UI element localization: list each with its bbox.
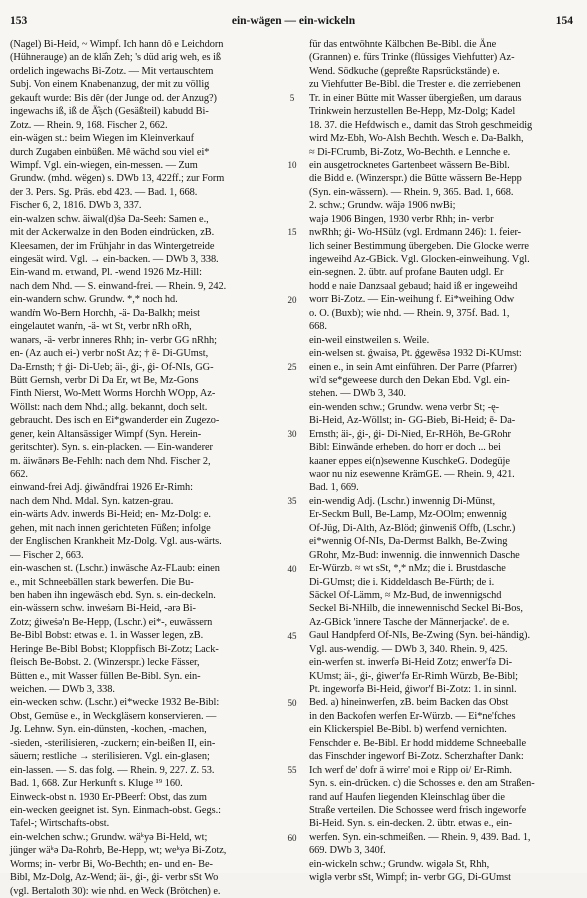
line-number: 55 — [287, 765, 297, 776]
text-line: 668. — [309, 321, 327, 333]
text-line: 2. schw.; Grundw. wäjə 1906 nwBi; — [309, 200, 456, 212]
text-line: mit der Ackerwalze in den Boden eindrücken, zB. — [10, 227, 215, 239]
text-line: ein-werfen st. inwerfə Bi-Heid Zotz; enwer'fə Di- — [309, 657, 513, 669]
text-line: 669. DWb 3, 340f. — [309, 845, 386, 857]
page-number-right: 154 — [555, 15, 573, 27]
text-line: worr Bi-Zotz. — Ein-weihung f. Ei*weihing Odw — [309, 294, 515, 306]
text-line: wiglə verbr sSt, Wimpf; in- verbr GG, Di-GUmst — [309, 872, 511, 884]
text-line: Ernsth; äi-, ǵi-, ǵi- Di-Nied, Er-RHöh, Be-GRohr — [309, 428, 511, 440]
text-line: ein-weil einstweilen s. Weile. — [309, 334, 430, 346]
text-line: o. O. (Buxb); wie nhd. — Rhein. 9, 375f. Bad. 1, — [309, 307, 510, 319]
text-line: Finth Nierst, Wo-Mett Worms Horchh WOpp, Az- — [10, 388, 216, 400]
text-line: einwand-frei Adj. ǵiwāndfrai 1926 Er-Rimh: — [10, 482, 193, 494]
text-line: (Hühneraugе) an de klä̂n Zeh; 's düd arig weh, es iß — [10, 52, 222, 64]
line-number: 30 — [287, 429, 297, 440]
text-line: Bed. a) hineinwerfen, zB. beim Backen das Obst — [309, 697, 509, 709]
line-number: 50 — [287, 698, 297, 709]
text-line: ein-wägen st.: beim Wiegen im Kleinverkauf — [10, 133, 194, 145]
text-line: Trinkwein herzustellen Be-Hepp, Mz-Dolg; Kadel — [309, 106, 516, 118]
text-line: nach dem Nhd. Mdal. Syn. katzen-grau. — [10, 495, 174, 507]
text-line: in den Backofen werfen Er-Würzb. — Ei*ne'fches — [309, 710, 516, 722]
text-line: Zotz; ǵiweṡə'n Be-Hepp, (Lschr.) ei*-, euwässern — [10, 616, 213, 628]
text-line: Ich werf de' dofr ä wirre' moi e Ripp oi/ Er-Rimh. — [309, 764, 512, 776]
text-line: werfen. Syn. ein-schmeißen. — Rhein. 9, 439. Bad. 1, — [309, 831, 531, 843]
text-line: ingewachs iß, iß de Ä̂ṣch (Gesäßteil) kabudd Bi- — [10, 106, 209, 118]
text-line: gebraucht. Des isch en Ei*gwanderder ein Zugezo- — [10, 415, 220, 427]
text-line: (Grannen) e. fürs Trinke (flüssiges Viehfutter) Az- — [309, 52, 515, 64]
text-line: ein-wenden schw.; Grundw. wenə verbr St; -ę- — [309, 401, 500, 413]
running-title: ein-wägen — ein-wickeln — [231, 15, 356, 27]
text-line: ein-lassen. — S. das folg. — Rhein. 9, 227. Z. 53. — [10, 764, 215, 776]
text-line: -sieden, -sterilisieren, -zuckern; ein-beißen II, ein- — [10, 737, 216, 749]
text-line: Heringe Be-Bibl Bobst; Kloppfisch Bi-Zotz; Lack- — [10, 643, 219, 655]
text-line: Di-GUmst; die i. Kiddeldasch Be-Fürth; de i. — [309, 576, 495, 588]
text-line: (Syn. ein-wässern). — Rhein. 9, 365. Bad. 1, 668. — [309, 186, 514, 198]
text-line: durch Zugaben einbüßen. Mê wächd sou viel ei* — [10, 146, 210, 158]
text-line: lich seiner Bestimmung übergeben. Die Glocke werre — [309, 240, 529, 252]
text-line: Ein-wand m. eτwand, Pl. -wend 1926 Mz-Hill: — [10, 267, 202, 279]
text-line: hodd e naie Danzsaal gebaud; haid iß er ingeweihd — [309, 280, 518, 292]
text-line: ≈ Di-FCrumb, Bi-Zotz, Wo-Bechth. e Lennche e. — [309, 146, 511, 158]
text-line: Da-Ernsth; † ǵi- Di-Ueb; äi-, ǵi-, ǵi- Of-NIs, GG- — [10, 361, 214, 373]
text-line: Bad. 1, 669. — [309, 482, 359, 494]
text-line: Tr. in einer Bütte mit Wasser übergießen, um daraus — [309, 92, 522, 104]
text-line: Obst, Gemüse e., in Weckgläsern konservieren. — — [10, 710, 217, 722]
line-number: 45 — [287, 630, 297, 641]
text-line: ein-wässern schw. inweṡərn Bi-Heid, -ərə Bi- — [10, 603, 196, 615]
text-line: Säckel Of-Lämm, ≈ Mz-Bud, de inwennigschd — [309, 589, 502, 601]
text-line: KUmst; äi-, ǵi-, ǵiwer'fə Er-Rimh Würzb, Be-Bibl; — [309, 670, 519, 682]
text-line: ben haben ihn ingewäsch ebd. Syn. s. ein-deckeln. — [10, 589, 216, 601]
text-line: stehen. — DWb 3, 340. — [309, 388, 406, 400]
text-line: ein-wandern schw. Grundw. *,* noch hd. — [10, 294, 178, 306]
text-line: Jg. Lehnw. Syn. ein-dünsten, -kochen, -machen, — [10, 724, 207, 736]
line-number: 40 — [287, 563, 297, 574]
text-line: ein-wendig Adj. (Lschr.) inwennig Di-Münst, — [309, 495, 496, 507]
line-number: 20 — [287, 294, 297, 305]
text-line: fleisch Be-Bobst. 2. (Winzerspr.) lecke Fässer, — [10, 657, 200, 669]
text-line: Wend. Södkuche (gepreßte Rapsrückstände) e. — [309, 65, 500, 77]
text-line: zu Viehfutter Be-Bibl. die Trester e. die zerriebenen — [309, 79, 521, 91]
text-line: gehen, mit nach innen gerichteten Füßen; infolge — [10, 522, 211, 534]
text-line: Fischer 6, 2, 1816. DWb 3, 337. — [10, 200, 142, 212]
text-line: eingelautet wanṙn, -ä- wt St, verbr nRh oRh, — [10, 321, 192, 333]
text-line: Of-Jüg, Di-Alth, Az-Blöd; ǵinweniš Offb, (Lschr.) — [309, 522, 516, 534]
text-line: Bi-Heid, Az-Wöllst; in- GG-Bieb, Bi-Heid; ē- Da- — [309, 415, 516, 427]
line-number: 10 — [287, 160, 297, 171]
text-line: Be-Bibl Bobst: etwas e. 1. in Wasser legen, zB. — [10, 630, 204, 642]
text-line: (Nagel) Bi-Heid, ~ Wimpf. Ich hann dô e Leichdorn — [10, 39, 224, 50]
text-line: Seckel Bi-NHilb, die innewennischd Seckel Bi-Bos, — [309, 603, 523, 615]
text-line: das Finschder ingeworf Bi-Zotz. Scherzhafter Dank: — [309, 751, 524, 763]
text-line: wanərs, -ä- verbr inneres Rhh; in- verbr GG nRhh; — [10, 334, 217, 346]
line-number: 5 — [289, 92, 295, 103]
text-line: jünger wäᵏə Da-Rohrb, Be-Hepp, wt; weᵏyə Bi-Zotz, — [10, 845, 227, 857]
text-line: — Fischer 2, 663. — [10, 549, 84, 561]
text-line: Fenschder e. Be-Bibl. Er hodd middeme Schneeballe — [309, 737, 527, 749]
text-line: Bad. 1, 668. Zur Herkunft s. Kluge ¹⁹ 160. — [10, 778, 183, 790]
text-line: säuern; restliche → sterilisieren. Vgl. ein-glasen; — [10, 751, 210, 763]
text-line: ein-walzen schw. äiwal(d)ṡə Da-Seeh: Samen e., — [10, 213, 209, 225]
text-line: ein ausgetrocknetes Gartenbeet wässern Be-Bibl. — [309, 159, 510, 171]
text-line: ein-welchen schw.; Grundw. wäᵏyə Bi-Held, wt; — [10, 831, 208, 843]
text-line: m. äiwānərs Be-Fehlh: nach dem Nhd. Fischer 2, — [10, 455, 211, 467]
text-line: der Englischen Krankheit Mz-Dolg. Vgl. aus-wärts. — [10, 536, 222, 548]
text-line: der 3. Pers. Sg. Präs. ebd 423. — Bad. 1, 668. — [10, 186, 198, 198]
text-line: die Bidd e. (Winzerspr.) die Bütte wässern Be-Hepp — [309, 173, 522, 185]
text-line: Bibl: Einwände erheben. do horr er doch ... bei — [309, 442, 501, 454]
text-line: ein-wärts Adv. inwerds Bi-Heid; en- Mz-Dolg: e. — [10, 509, 211, 521]
text-line: gekauft wurde: Bis dêr (der Junge od. der Anzug?) — [10, 92, 217, 104]
text-line: nach dem Nhd. — S. einwand-frei. — Rhein. 9, 242. — [10, 280, 227, 292]
text-line: Gaul Handpferd Of-NIs, Be-Zwing (Syn. bei-händig). — [309, 630, 530, 642]
page-number-left: 153 — [10, 15, 28, 27]
text-line: Grundw. (mhd. wëgen) s. DWb 13, 422ff.; zur Form — [10, 173, 225, 185]
text-line: gener, kein Altansässiger Wimpf (Syn. Herein- — [10, 428, 202, 440]
text-line: Wimpf. Vgl. ein-wiegen, ein-messen. — Zum — [10, 159, 198, 171]
text-line: ein-wecken schw. (Lschr.) ei*wecke 1932 Be-Bibl: — [10, 697, 220, 709]
right-column — [309, 38, 571, 884]
text-line: Subj. Von einem Knabenanzug, der mit zu völlig — [10, 79, 210, 91]
text-line: Zotz. — Rhein. 9, 168. Fischer 2, 662. — [10, 119, 168, 131]
line-number: 60 — [287, 832, 297, 843]
line-number: 15 — [287, 227, 297, 238]
text-line: ei*wennig Of-NIs, Da-Dermst Balkh, Be-Zwing — [309, 536, 508, 548]
line-number-gutter — [282, 38, 304, 866]
text-line: Bi-Heid. Syn. s. ein-decken. 2. übtr. etwas e., ein- — [309, 818, 513, 830]
text-line: Bibl, Mz-Dolg, Az-Wend; äi-, ǵi-, ǵi- verbr sSt Wo — [10, 872, 219, 884]
text-line: en- (Az auch ei-) verbr noSt Az; † ē- Di-GUmst, — [10, 348, 209, 360]
text-line: ein-welsen st. ǵwaisə, Pt. ǵgewēsə 1932 Di-KUmst: — [309, 348, 522, 360]
text-line: GRohr, Mz-Bud: inwennig. die innwennich Dasche — [309, 549, 520, 561]
text-line: ein-wecken geeignet ist. Syn. Einmach-obst. Gegs.: — [10, 804, 221, 816]
text-line: Az-GBick 'innere Tasche der Männerjacke'. de e. — [309, 616, 510, 628]
text-line: für das entwöhnte Kälbchen Be-Bibl. die Äne — [309, 39, 497, 50]
text-line: wi'd se*geweese durch den Dekan Ebd. Vgl. ein- — [309, 374, 510, 386]
text-line: Einweck-obst n. 1930 Er-PBeerf: Obst, das zum — [10, 791, 207, 803]
text-line: Er-Seckm Bull, Be-Lamp, Mz-OOlm; enwennig — [309, 509, 507, 521]
text-line: Syn. s. ein-drücken. c) die Schosses e. den am Straßen- — [309, 778, 535, 790]
text-line: ein-wickeln schw.; Grundw. wigələ St, Rhh, — [309, 858, 490, 870]
line-number: 35 — [287, 496, 297, 507]
text-line: ingeweihd Az-GBick. Vgl. Glocken-einweihung. Vgl. — [309, 254, 530, 265]
text-line: ein-segnen. 2. übtr. auf profane Bauten udgl. Er — [309, 267, 504, 279]
text-line: ordelich ingewachs Bi-Zotz. — Mit vertauschtem — [10, 65, 214, 77]
text-line: rand auf Haufen liegenden Kleinschlag über die — [309, 791, 505, 803]
text-line: ein Klickerspiel Be-Bibl. b) werfend vernichten. — [309, 724, 507, 736]
text-line: Bütten e., mit Wasser füllen Be-Bibl. Syn. ein- — [10, 670, 201, 682]
text-line: wajə 1906 Bingen, 1930 verbr Rhh; in- verbr — [309, 213, 494, 225]
text-line: Kleesamen, der im Frühjahr in das Wintergetreide — [10, 240, 215, 252]
text-line: wandṙn Wo-Bern Horchh, -ä- Da-Balkh; meist — [10, 307, 200, 319]
line-number: 25 — [287, 361, 297, 372]
text-line: eingesät wird. Vgl. → ein-backen. — DWb 3, 338. — [10, 254, 219, 265]
text-line: Straße verteilen. Die Schossee werd frisch ingeworfe — [309, 804, 527, 816]
text-line: geritschter). Syn. s. ein-placken. — Ein-wanderer — [10, 442, 213, 454]
text-line: wird Mz-Ebh, Wo-Alsh Bechth. Wesch e. Da-Balkh, — [309, 133, 524, 145]
left-column — [10, 38, 272, 897]
text-line: 662. — [10, 469, 28, 480]
text-line: ein-waschen st. (Lschr.) inwäsche Az-FLaub: einen — [10, 563, 220, 575]
text-line: e., mit Schneebällen stark bewerfen. Die Bu- — [10, 576, 194, 588]
text-line: 18. 37. die Hefdwisch e., damit das Stroh geschmeidig — [309, 119, 533, 131]
text-line: (vgl. Bertaloth 30): wie nhd. en Weck (Brötchen) e. — [10, 885, 221, 897]
text-line: waor nu niz esewenne KrämGE. — Rhein. 9, 421. — [309, 469, 515, 480]
text-line: einen e., in sein Amt einführen. Der Parre (Pfarrer) — [309, 361, 517, 373]
text-line: Worms; in- verbr Bi, Wo-Bechth; en- und en- Be- — [10, 858, 213, 870]
text-line: nwRhh; ǵi- Wo-HSülz (vgl. Erdmann 246): 1. feier- — [309, 227, 522, 239]
text-line: Pt. ingeworfə Bi-Heid, ǵiwor'f Bi-Zotz: 1. in sinnl. — [309, 684, 517, 695]
text-line: Er-Würzb. ≈ wt sSt, *,* nMz; die i. Brustdasche — [309, 563, 506, 575]
text-line: Tafel-; Wirtschafts-obst. — [10, 818, 110, 830]
text-line: Vgl. aus-wendig. — DWb 3, 340. Rhein. 9, 425. — [309, 643, 508, 655]
text-line: weichen. — DWb 3, 338. — [10, 684, 115, 695]
text-line: kaaner eppes ei(n)sewenne KuschkeG. Dodegüje — [309, 455, 510, 467]
text-line: Wöllst: nach dem Nhd.; allg. bekannt, doch selt. — [10, 401, 208, 413]
text-line: Bütt Gernsh, verbr Di Da Er, wt Be, Mz-Gons — [10, 374, 199, 386]
